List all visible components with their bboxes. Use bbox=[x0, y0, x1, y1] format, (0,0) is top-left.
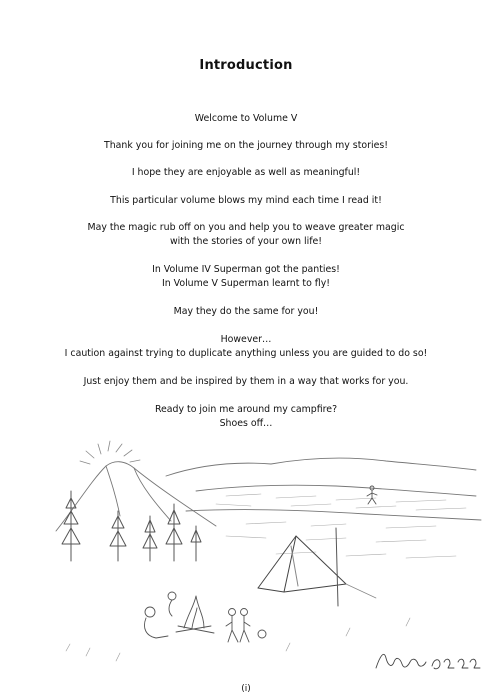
paragraph-superman bbox=[0, 263, 492, 291]
paragraph-thank-you bbox=[0, 139, 492, 153]
campfire-group bbox=[144, 592, 266, 642]
campfire-sketch-illustration bbox=[46, 436, 486, 686]
text-line: This particular volume blows my mind each time I read it! bbox=[110, 195, 382, 206]
paragraph-magic bbox=[0, 221, 492, 249]
text-line: In Volume V Superman learnt to fly! bbox=[161, 278, 331, 289]
paragraph-enjoy bbox=[0, 375, 492, 389]
text-line: Thank you for joining me on the journey through my stories! bbox=[104, 140, 388, 151]
paragraph-campfire bbox=[0, 403, 492, 431]
paragraph-hope bbox=[0, 166, 492, 180]
sun-rays bbox=[80, 441, 140, 464]
paragraph-same-for-you bbox=[0, 305, 492, 319]
page-title: Introduction bbox=[199, 58, 293, 73]
landscape-hatching bbox=[216, 494, 466, 558]
text-line: with the stories of your own life! bbox=[169, 236, 323, 247]
text-line: However… bbox=[220, 334, 272, 345]
text-line: I caution against trying to duplicate anything unless you are guided to do so! bbox=[64, 348, 428, 359]
artist-signature bbox=[376, 654, 480, 668]
text-line: Just enjoy them and be inspired by them in a way that works for you. bbox=[83, 376, 409, 387]
text-line: Ready to join me around my campfire? bbox=[154, 404, 338, 415]
paragraph-volume bbox=[0, 194, 492, 208]
text-line: May the magic rub off on you and help you to weave greater magic bbox=[87, 222, 405, 233]
grass-strokes bbox=[66, 618, 410, 661]
text-line: Shoes off… bbox=[219, 418, 273, 429]
text-line: I hope they are enjoyable as well as meaningful! bbox=[131, 167, 361, 178]
text-line: Welcome to Volume V bbox=[194, 113, 298, 124]
paragraph-welcome bbox=[0, 112, 492, 126]
text-line: In Volume IV Superman got the panties! bbox=[152, 264, 340, 275]
page-number: (i) bbox=[241, 684, 251, 694]
paragraph-caution bbox=[0, 333, 492, 361]
text-line: May they do the same for you! bbox=[173, 306, 319, 317]
